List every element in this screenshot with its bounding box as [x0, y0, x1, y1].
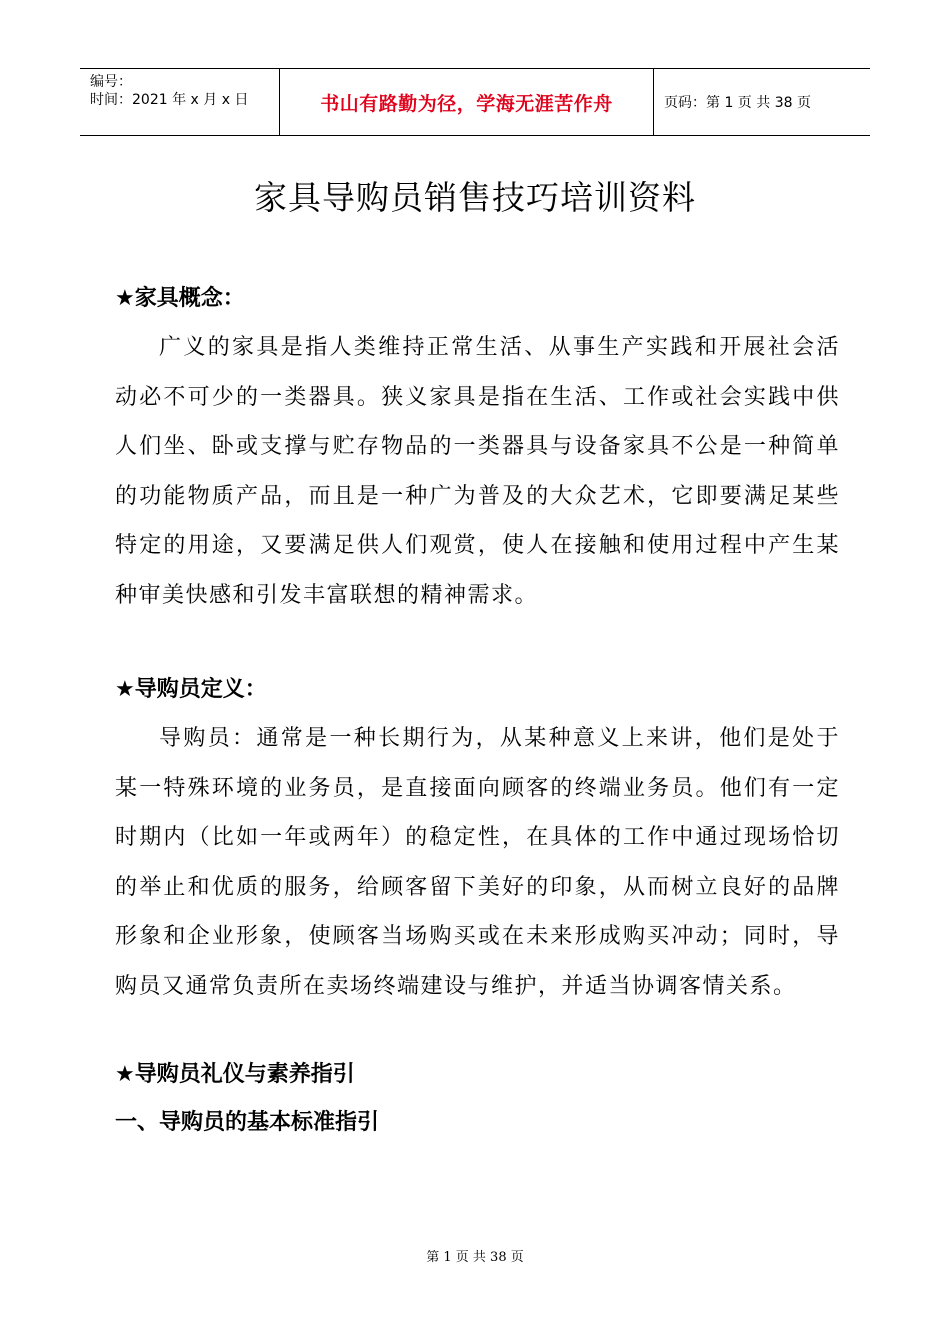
section-heading-etiquette: ★导购员礼仪与素养指引	[115, 1062, 355, 1087]
header-meta-cell	[80, 69, 280, 135]
subsection-heading-basic-standards: 一、导购员的基本标准指引	[115, 1110, 380, 1135]
header-motto-cell	[280, 69, 654, 135]
header-page-info: 页码：第 1 页 共 38 页	[664, 95, 811, 111]
document-header	[80, 68, 870, 136]
page-footer: 第 1 页 共 38 页	[426, 1250, 524, 1265]
section-heading-guide-definition: ★导购员定义：	[115, 677, 267, 702]
document-body	[115, 275, 840, 1147]
section-heading-furniture-concept: ★家具概念：	[115, 286, 245, 311]
header-page-cell	[654, 69, 870, 135]
paragraph-guide-definition: 导购员：通常是一种长期行为，从某种意义上来讲，他们是处于某一特殊环境的业务员，是直接面向顾客的终端业务员。他们有一定时期内（比如一年或两年）的稳定性，在具体的工作中通过现场恰切的举止和优质的服务，给顾客留下美好的印象，从而树立良好的品牌形象和企业形象，使顾客当场购买或在未来形成购买冲动；同时，导购员又通常负责所在卖场终端建设与维护，并适当协调客情关系。	[115, 726, 840, 999]
document-title: 家具导购员销售技巧培训资料	[254, 178, 696, 217]
paragraph-furniture-concept: 广义的家具是指人类维持正常生活、从事生产实践和开展社会活动必不可少的一类器具。狭义家具是指在生活、工作或社会实践中供人们坐、卧或支撑与贮存物品的一类器具与设备家具不公是一种简单的功能物质产品，而且是一种广为普及的大众艺术，它即要满足某些特定的用途，又要满足供人们观赏，使人在接触和使用过程中产生某种审美快感和引发丰富联想的精神需求。	[115, 335, 840, 608]
document-date: 时间：2021 年 x 月 x 日	[90, 92, 249, 108]
document-number-label: 编号：	[90, 74, 132, 90]
header-motto: 书山有路勤为径，学海无涯苦作舟	[320, 92, 613, 115]
